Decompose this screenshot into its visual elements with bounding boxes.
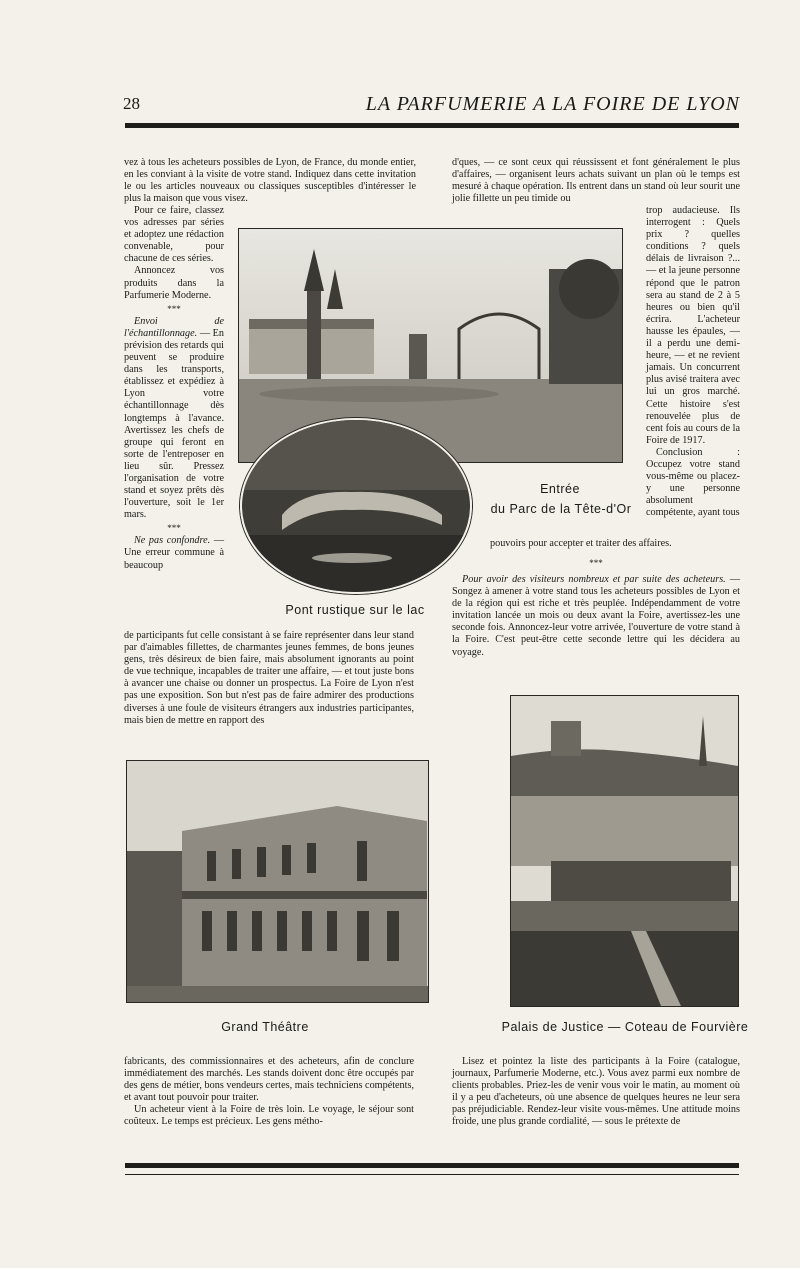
bottom-left-paragraph-1: fabricants, des commissionnaires et des acheteurs, afin de conclure immédiatement des marchés. Les stands doivent donc être occupés par des gens de métier, bons vendeurs certes, mais techniciens compétents, et avant tout pouvoir pour traiter. [124,1056,414,1104]
section-envoi-title: Envoi de l'échantillonnage. [124,315,224,339]
photo-pont-rustique-image [242,420,470,592]
header-rule [125,123,739,128]
bottom-left-text [124,1056,414,1129]
photo-entree-parc-image [239,229,622,462]
section-stars-2: *** [167,523,181,534]
section-confondre [124,535,224,571]
bottom-left-paragraph-2: Un acheteur vient à la Foire de très loin. Le voyage, le séjour sont coûteux. Le temps est précieux. Les gens métho- [124,1104,414,1128]
section-visiteurs [452,574,740,659]
caption-palais: Palais de Justice — Coteau de Fourvière [501,1020,749,1034]
running-title: LA PARFUMERIE A LA FOIRE DE LYON [365,93,740,115]
section-stars-3: *** [589,558,603,568]
section-visiteurs-text: — Songez à amener à votre stand tous les acheteurs possibles de Lyon et de la région qui est riche et très peuplée. Indépendamment de votre invitation lancée un mois ou deux avant la Foire, avertissez-les une seconde fois. Annoncez-leur votre arrivée, l'ouverture de votre stand à la Foire. C'est peut-être cette seconde lettre qui les décidera au voyage. [452,574,741,658]
conclusion-end: pouvoirs pour accepter et traiter des affaires. [490,538,672,549]
section-confondre-text: de participants fut celle consistant à se faire représenter dans leur stand par d'aimables fillettes, de charmantes jeunes femmes, de bons jeunes gens, très désireux de bien faire, mais absolument ignorants au point de vue technique, incapables de traiter une affaire, — et tout juste bons à avancer une chaise ou donner un prospectus. La Foire de Lyon n'est pas une exposition. Son but n'est pas de faire admirer des productions diverses à une foule de visiteurs étrangers aux industries participantes, mais bien de mettre en rapport des [124,630,414,726]
photo-grand-theatre [126,760,429,1003]
section-envoi [124,316,224,522]
section-confondre-title: Ne pas confondre. [134,535,211,547]
right-column-intro [452,157,740,205]
conclusion-continuation [490,538,740,550]
section-visiteurs-title: Pour avoir des visiteurs nombreux et par suite des acheteurs. [462,574,726,585]
footer-rule-thin [125,1174,739,1175]
photo-palais-justice [510,695,739,1007]
caption-entree-line1: Entrée [540,482,580,496]
photo-palais-justice-image [511,696,738,1006]
bottom-right-paragraph-1: Lisez et pointez la liste des participants à la Foire (catalogue, journaux, Parfumerie Moderne, etc.). Vous avez parmi eux nombre de clients probables. Priez-les de venir vous voir le matin, au moment où il y a peu d'acheteurs, où une absence de quelques heures ne leur sera pas préjudiciable. Rendez-leur visite vous-mêmes. Une attitude moins froide, une plus grande cordialité, — sous le prétexte de [452,1056,740,1128]
caption-entree-line2: du Parc de la Tête-d'Or [490,502,632,516]
section-confondre-lead: — Une erreur commune à beaucoup [124,535,224,571]
footer-rule-thick [125,1163,739,1168]
left-paragraph-2: Annoncez vos produits dans la Parfumerie Moderne. [124,265,224,301]
photo-pont-rustique [240,418,472,594]
right-column-narrow [646,205,740,519]
left-paragraph-1b: Pour ce faire, classez vos adresses par séries et adoptez une rédaction convenable, pour chacune de ces séries. [124,205,224,265]
left-column-narrow [124,205,224,572]
right-paragraph-1: d'ques, — ce sont ceux qui réussissent et font généralement le plus d'affaires, — organisent leurs achats suivant un plan où le temps est mesuré à chaque opération. Ils entrent dans un stand où leur sourit une jolie fillette un peu timide ou [452,157,740,205]
right-paragraph-1b: trop audacieuse. Ils interrogent : Quels prix ? quelles conditions ? quels délais de livraison ?... — et la jeune personne répond que le patron sera au stand de 2 à 5 heures ou bien qu'il écrira. L'acheteur hausse les épaules, — il a perdu une demi-heure, — et ne revient jamais. Un concurrent plus avisé traitera avec lui un gros marché. Cette histoire s'est renouvelée plus de cent fois au cours de la Foire de 1917. [646,205,740,446]
conclusion-paragraph: Conclusion : Occupez votre stand vous-même ou placez-y une personne absolument compétente, ayant tous [646,446,740,519]
photo-grand-theatre-image [127,761,428,1002]
section-stars-1: *** [167,303,181,314]
caption-pont: Pont rustique sur le lac [285,603,425,617]
left-paragraph-1: vez à tous les acheteurs possibles de Lyon, de France, du monde entier, en les conviant à la visite de votre stand. Indiquez dans cette invitation le ou les articles nouveaux ou classiques susceptibles d'intéresser le plus la maison que vous visez. [124,157,416,205]
left-column-continuation [124,630,414,727]
bottom-right-text [452,1056,740,1129]
page-number: 28 [123,94,140,113]
caption-theatre: Grand Théâtre [221,1020,309,1034]
section-envoi-text: — En prévision des retards qui peuvent se produire dans les transports, établissez et expédiez à Lyon votre échantillonnage dès longtemps à l'avance. Avertissez les chefs de groupe qui feront en sorte de l'entreposer en lieu sûr. Pressez l'organisation de votre stand et soyez prêts dès l'ouverture, soit le 1er mars. [124,327,224,521]
left-column-intro [124,157,416,205]
photo-entree-parc [238,228,623,463]
